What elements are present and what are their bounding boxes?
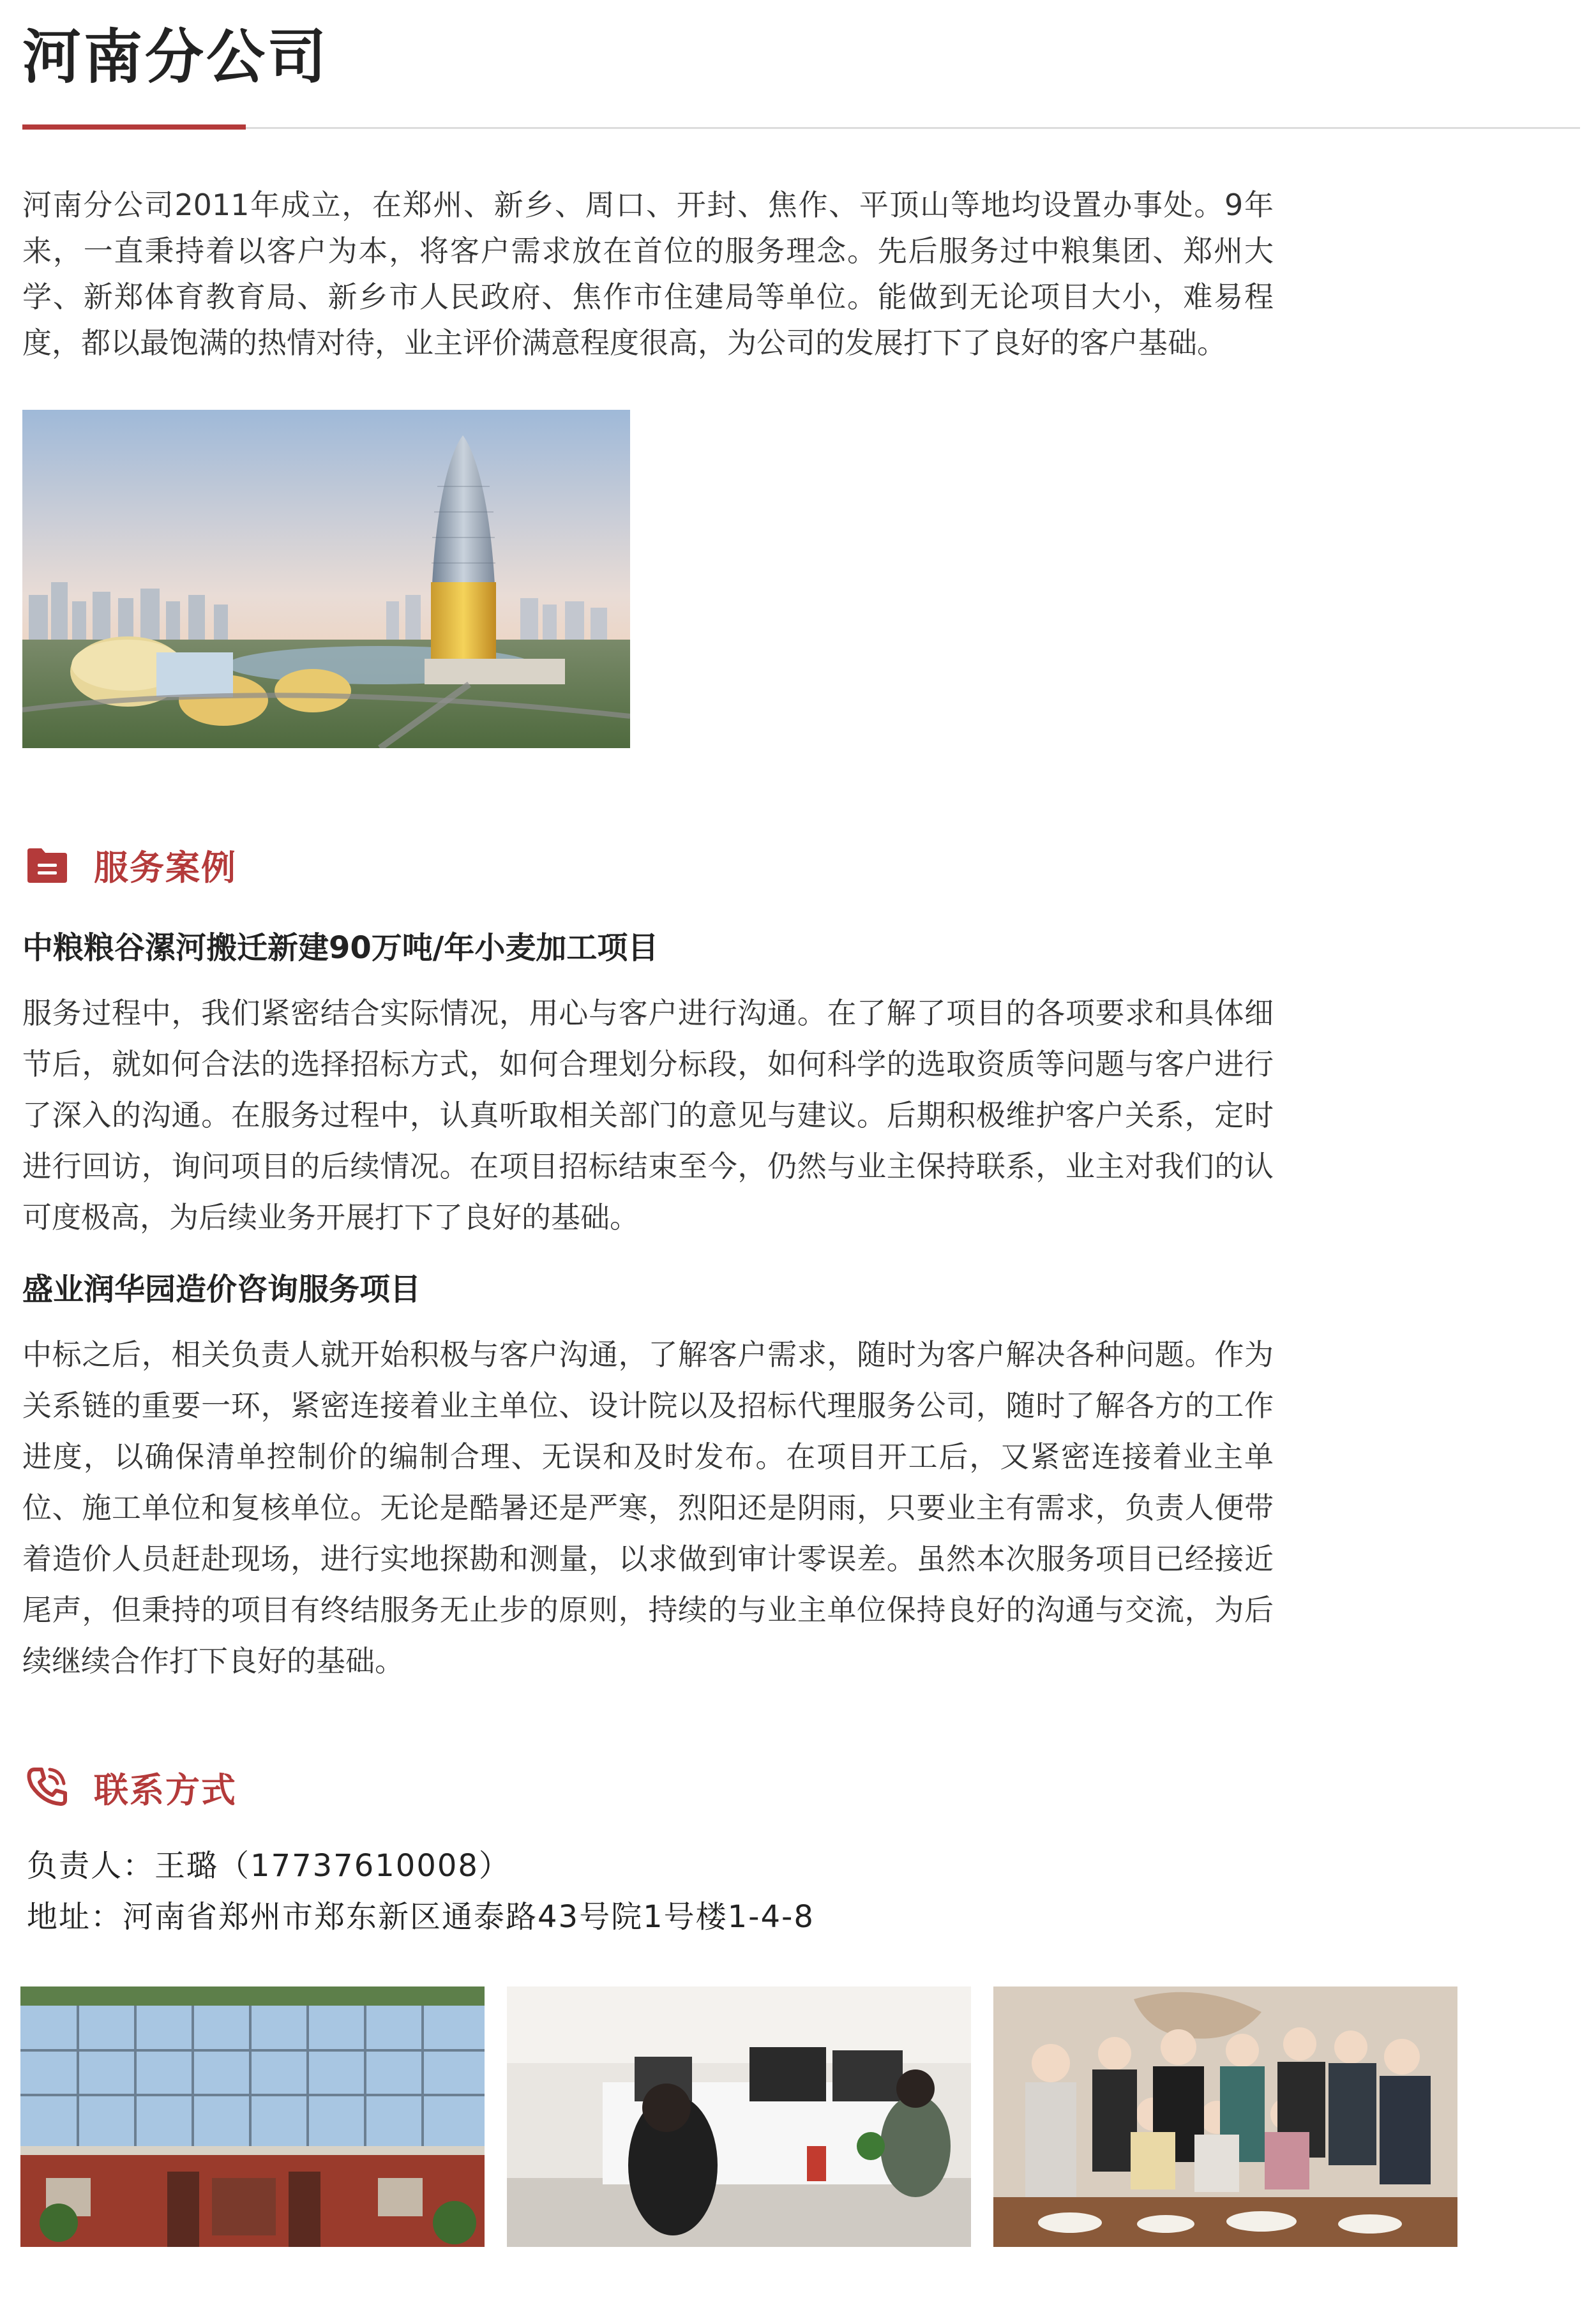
folder-document-icon (22, 840, 72, 890)
office-building-photo (20, 1986, 485, 2247)
page-title: 河南分公司 (22, 23, 329, 91)
office-interior-photo (507, 1986, 971, 2247)
case-2-title: 盛业润华园造价咨询服务项目 (22, 1272, 421, 1307)
contact-section-header (22, 1759, 237, 1816)
case-1-body: 服务过程中，我们紧密结合实际情况，用心与客户进行沟通。在了解了项目的各项要求和具体细节后，就如何合法的选择招标方式，如何合理划分标段，如何科学的选取资质等问题与客户进行了深入的沟通。在服务过程中，认真听取相关部门的意见与建议。后期积极维护客户关系，定时进行回访，询问项目的后续情况。在项目招标结束至今，仍然与业主保持联系，业主对我们的认可度极高，为后续业务开展打下了良好的基础。 (22, 996, 1274, 1235)
contact-section-label: 联系方式 (94, 1769, 237, 1810)
contact-address: 地址：河南省郑州市郑东新区通泰路43号院1号楼1-4-8 (27, 1899, 815, 1935)
title-divider (22, 127, 1580, 129)
cases-section-label: 服务案例 (94, 847, 237, 888)
title-accent-bar (22, 124, 246, 130)
team-group-photo (993, 1986, 1457, 2247)
intro-paragraph: 河南分公司2011年成立，在郑州、新乡、周口、开封、焦作、平顶山等地均设置办事处。9年来，一直秉持着以客户为本，将客户需求放在首位的服务理念。先后服务过中粮集团、郑州大学、新郑体育教育局、新乡市人民政府、焦作市住建局等单位。能做到无论项目大小，难易程度，都以最饱满的热情对待，业主评价满意程度很高，为公司的发展打下了良好的客户基础。 (22, 188, 1274, 360)
phone-icon (22, 1762, 72, 1812)
case-2-body: 中标之后，相关负责人就开始积极与客户沟通，了解客户需求，随时为客户解决各种问题。作为关系链的重要一环，紧密连接着业主单位、设计院以及招标代理服务公司，随时了解各方的工作进度，以确保清单控制价的编制合理、无误和及时发布。在项目开工后，又紧密连接着业主单位、施工单位和复核单位。无论是酷暑还是严寒，烈阳还是阴雨，只要业主有需求，负责人便带着造价人员赶赴现场，进行实地探勘和测量，以求做到审计零误差。虽然本次服务项目已经接近尾声，但秉持的项目有终结服务无止步的原则，持续的与业主单位保持良好的沟通与交流，为后续继续合作打下良好的基础。 (22, 1337, 1274, 1678)
cases-section-header (22, 836, 237, 894)
case-1-title: 中粮粮谷漯河搬迁新建90万吨/年小麦加工项目 (22, 930, 659, 966)
city-skyline-photo (22, 410, 630, 748)
contact-person: 负责人：王璐（17737610008） (27, 1848, 511, 1884)
